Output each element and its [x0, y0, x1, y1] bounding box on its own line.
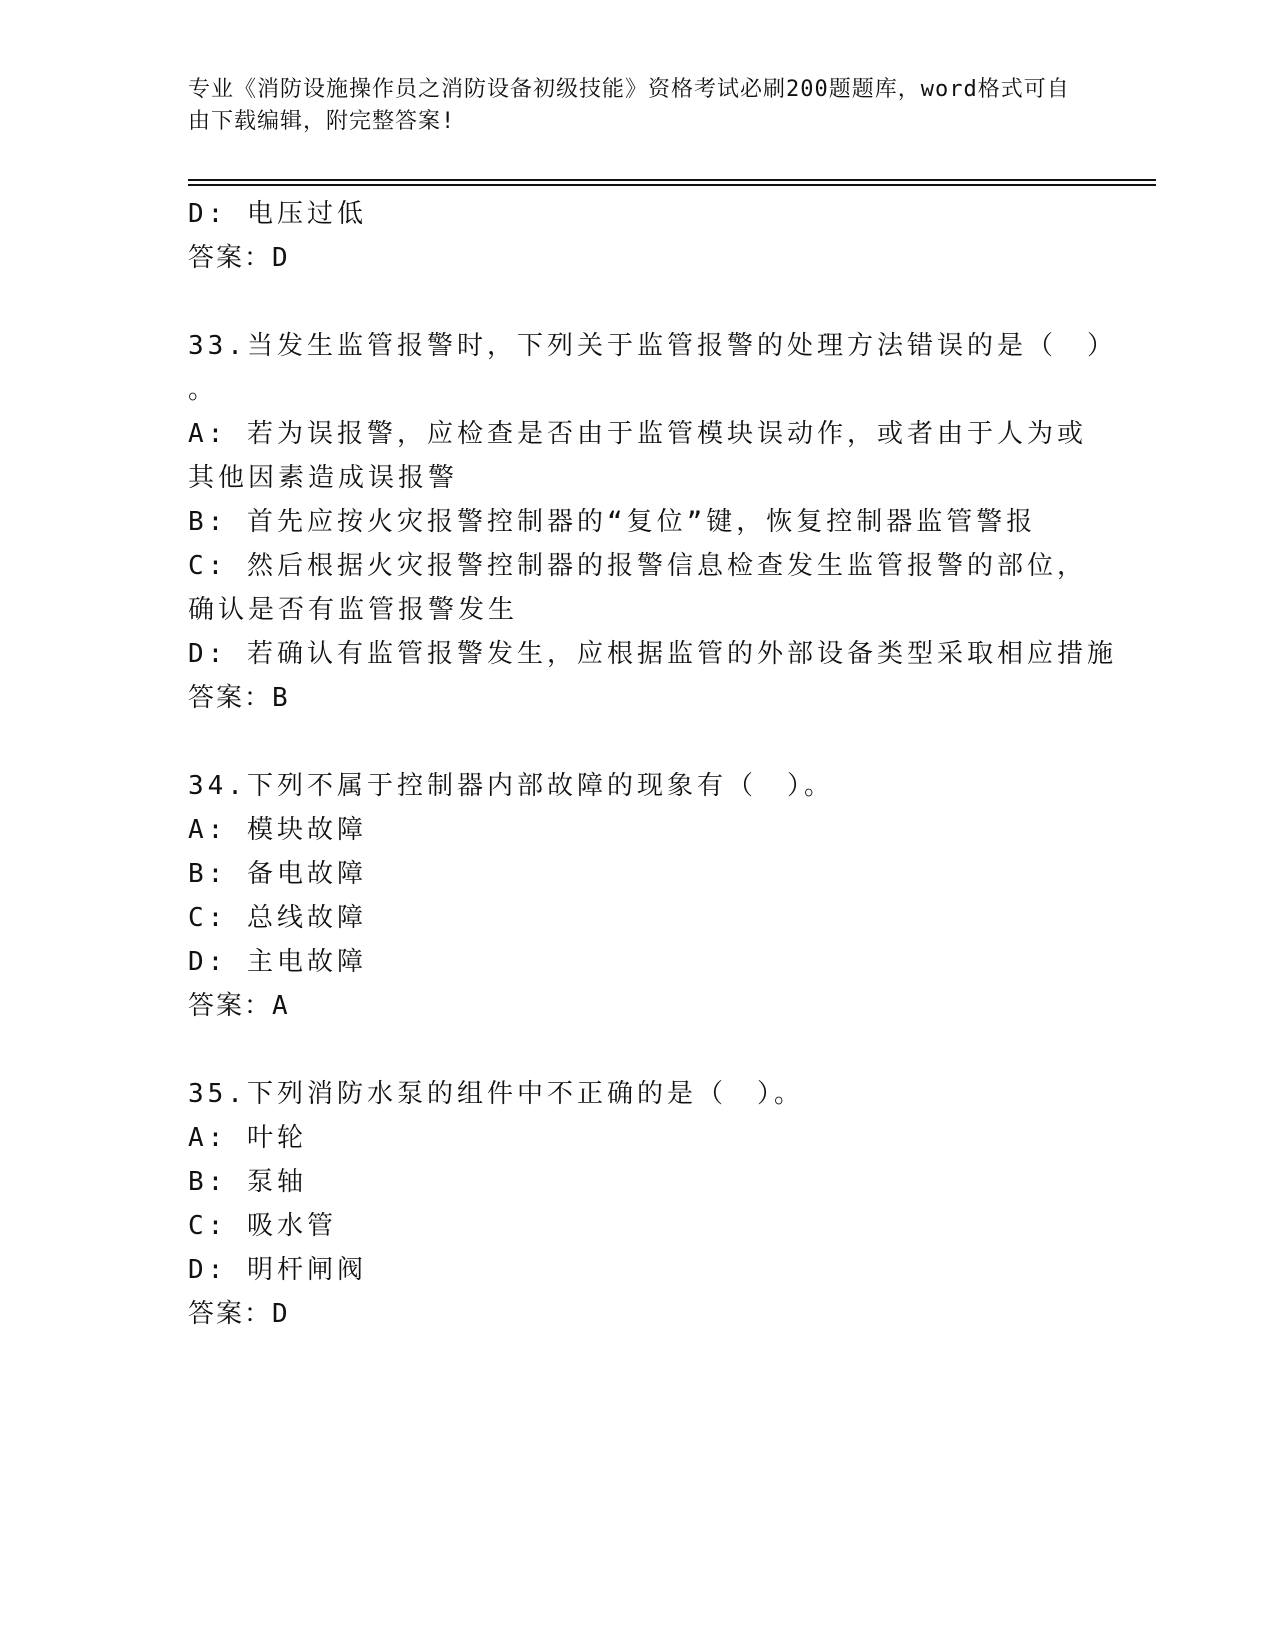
option-b: B: 备电故障 [188, 859, 367, 889]
option-a: A: 若为误报警，应检查是否由于监管模块误动作，或者由于人为或其他因素造成误报警 [188, 419, 1087, 493]
header-divider-bottom [188, 184, 1156, 186]
question-stem: 35.下列消防水泵的组件中不正确的是（ ）。 [188, 1079, 804, 1109]
header-divider-top [188, 179, 1156, 181]
option-d: D: 若确认有监管报警发生，应根据监管的外部设备类型采取相应措施 [188, 639, 1117, 669]
option-c: C: 然后根据火灾报警控制器的报警信息检查发生监管报警的部位，确认是否有监管报警发生 [188, 551, 1087, 625]
answer-value: D [272, 243, 290, 273]
answer-label: 答案： [188, 1299, 273, 1329]
answer-label: 答案： [188, 991, 273, 1021]
answer-line [188, 1292, 1088, 1336]
document-header: 专业《消防设施操作员之消防设备初级技能》资格考试必刷200题题库，word格式可自由下载编辑，附完整答案! [188, 77, 1070, 134]
question-stem: 33.当发生监管报警时，下列关于监管报警的处理方法错误的是（ ） [188, 331, 1117, 361]
option-d: D: 主电故障 [188, 947, 367, 977]
question-33 [188, 324, 1117, 720]
answer-line [188, 984, 1088, 1028]
answer-line [188, 236, 1088, 280]
question-stem: 34.下列不属于控制器内部故障的现象有（ ）。 [188, 771, 834, 801]
option-a: A: 模块故障 [188, 815, 367, 845]
option-d: D: 明杆闸阀 [188, 1255, 367, 1285]
option-a: A: 叶轮 [188, 1123, 307, 1153]
option-b: B: 首先应按火灾报警控制器的“复位”键，恢复控制器监管警报 [188, 507, 1037, 537]
answer-label: 答案： [188, 243, 273, 273]
question-stem-tail: 。 [188, 375, 219, 405]
document-body [188, 192, 1117, 1336]
option-c: C: 总线故障 [188, 903, 367, 933]
question-35 [188, 1072, 1088, 1336]
option-d: D: 电压过低 [188, 199, 367, 229]
option-b: B: 泵轴 [188, 1167, 307, 1197]
answer-line [188, 676, 1088, 720]
question-34 [188, 764, 1088, 1028]
answer-value: A [272, 991, 290, 1021]
answer-value: D [272, 1299, 290, 1329]
option-c: C: 吸水管 [188, 1211, 337, 1241]
answer-value: B [272, 683, 290, 713]
answer-label: 答案： [188, 683, 273, 713]
